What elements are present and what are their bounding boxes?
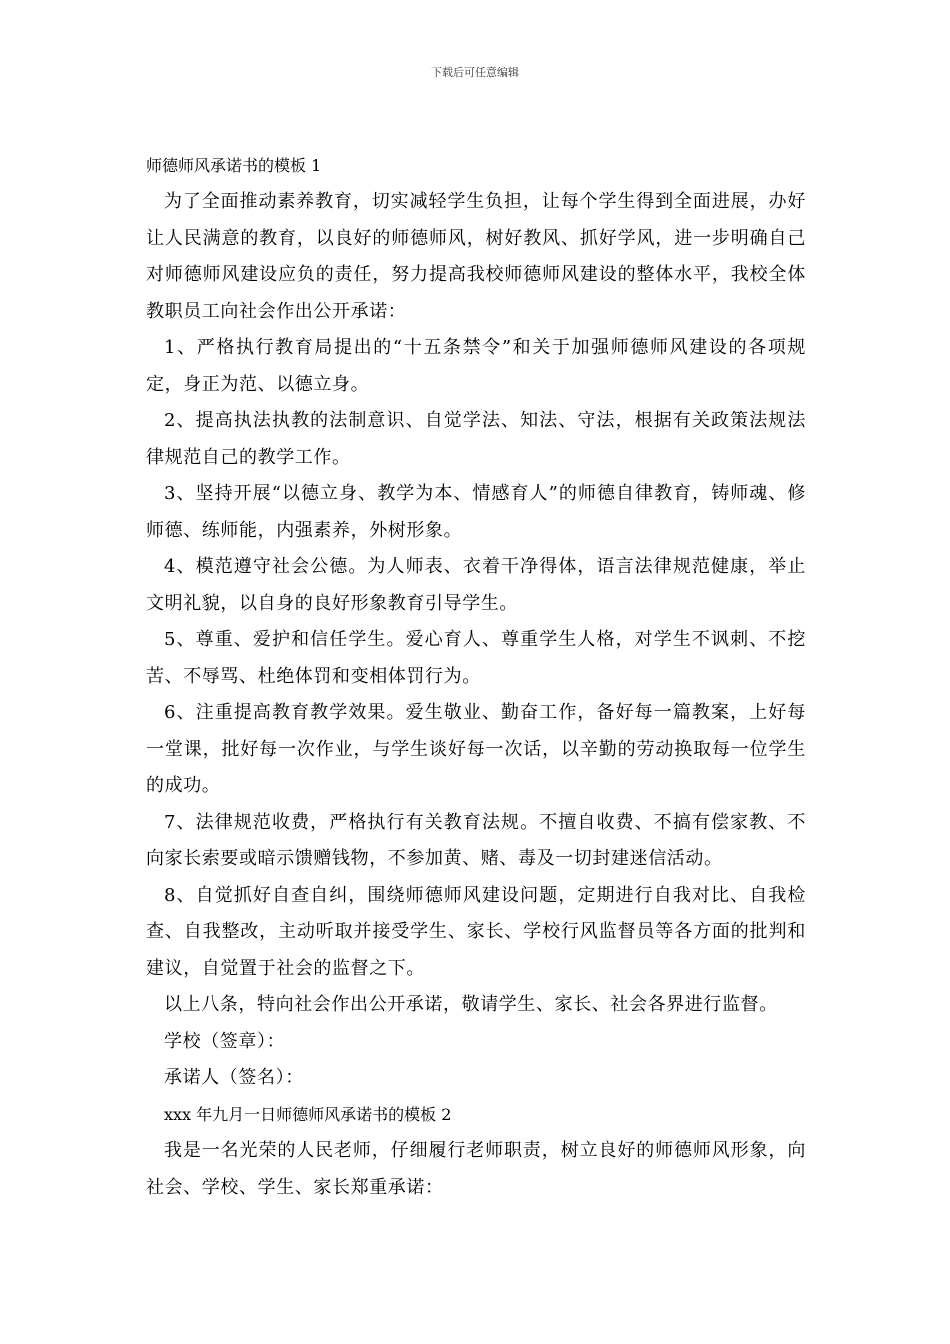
- intro-paragraph-2: 我是一名光荣的人民老师，仔细履行老师职责，树立良好的师德师风形象，向社会、学校、学生、家长郑重承诺：: [146, 1140, 806, 1198]
- school-signature-line: 学校（签章）：: [164, 1030, 286, 1052]
- document-body: [146, 148, 806, 1206]
- commitment-item-8: 8、自觉抓好自查自纠，围绕师德师风建设问题，定期进行自我对比、自我检查、自我整改，主动听取并接受学生、家长、学校行风监督员等各方面的批判和建议，自觉置于社会的监督之下。: [146, 884, 806, 979]
- commitment-item-3: 3、坚持开展“以德立身、教学为本、情感育人”的师德自律教育，铸师魂、修师德、练师能，内强素养，外树形象。: [146, 483, 806, 541]
- promiser-signature-line: 承诺人（签名）：: [164, 1067, 304, 1088]
- commitment-item-2: 2、提高执法执教的法制意识、自觉学法、知法、守法，根据有关政策法规法律规范自己的教学工作。: [146, 410, 806, 468]
- section-title-1: 师德师风承诺书的模板 1: [146, 156, 322, 175]
- page-header: 下载后可任意编辑: [431, 66, 519, 79]
- commitment-item-4: 4、模范遵守社会公德。为人师表、衣着干净得体，语言法律规范健康，举止文明礼貌，以自身的良好形象教育引导学生。: [146, 556, 806, 614]
- commitment-item-6: 6、注重提高教育教学效果。爱生敬业、勤奋工作，备好每一篇教案，上好每一堂课，批好每一次作业，与学生谈好每一次话，以辛勤的劳动换取每一位学生的成功。: [146, 702, 806, 796]
- commitment-item-7: 7、法律规范收费，严格执行有关教育法规。不擅自收费、不搞有偿家教、不向家长索要或暗示馈赠钱物，不参加黄、赌、毒及一切封建迷信活动。: [146, 811, 806, 869]
- closing-paragraph: 以上八条，特向社会作出公开承诺，敬请学生、家长、社会各界进行监督。: [164, 994, 778, 1015]
- section-title-2: xxx 年九月一日师德师风承诺书的模板 2: [164, 1104, 452, 1124]
- intro-paragraph: 为了全面推动素养教育，切实减轻学生负担，让每个学生得到全面进展，办好让人民满意的教育，以良好的师德师风，树好教风、抓好学风，进一步明确自己对师德师风建设应负的责任，努力提高我校师德师风建设的整体水平，我校全体教职员工向社会作出公开承诺：: [146, 191, 806, 322]
- commitment-item-5: 5、尊重、爱护和信任学生。爱心育人、尊重学生人格，对学生不讽刺、不挖苦、不辱骂、杜绝体罚和变相体罚行为。: [146, 629, 806, 687]
- commitment-item-1: 1、严格执行教育局提出的“十五条禁令”和关于加强师德师风建设的各项规定，身正为范、以德立身。: [146, 337, 806, 395]
